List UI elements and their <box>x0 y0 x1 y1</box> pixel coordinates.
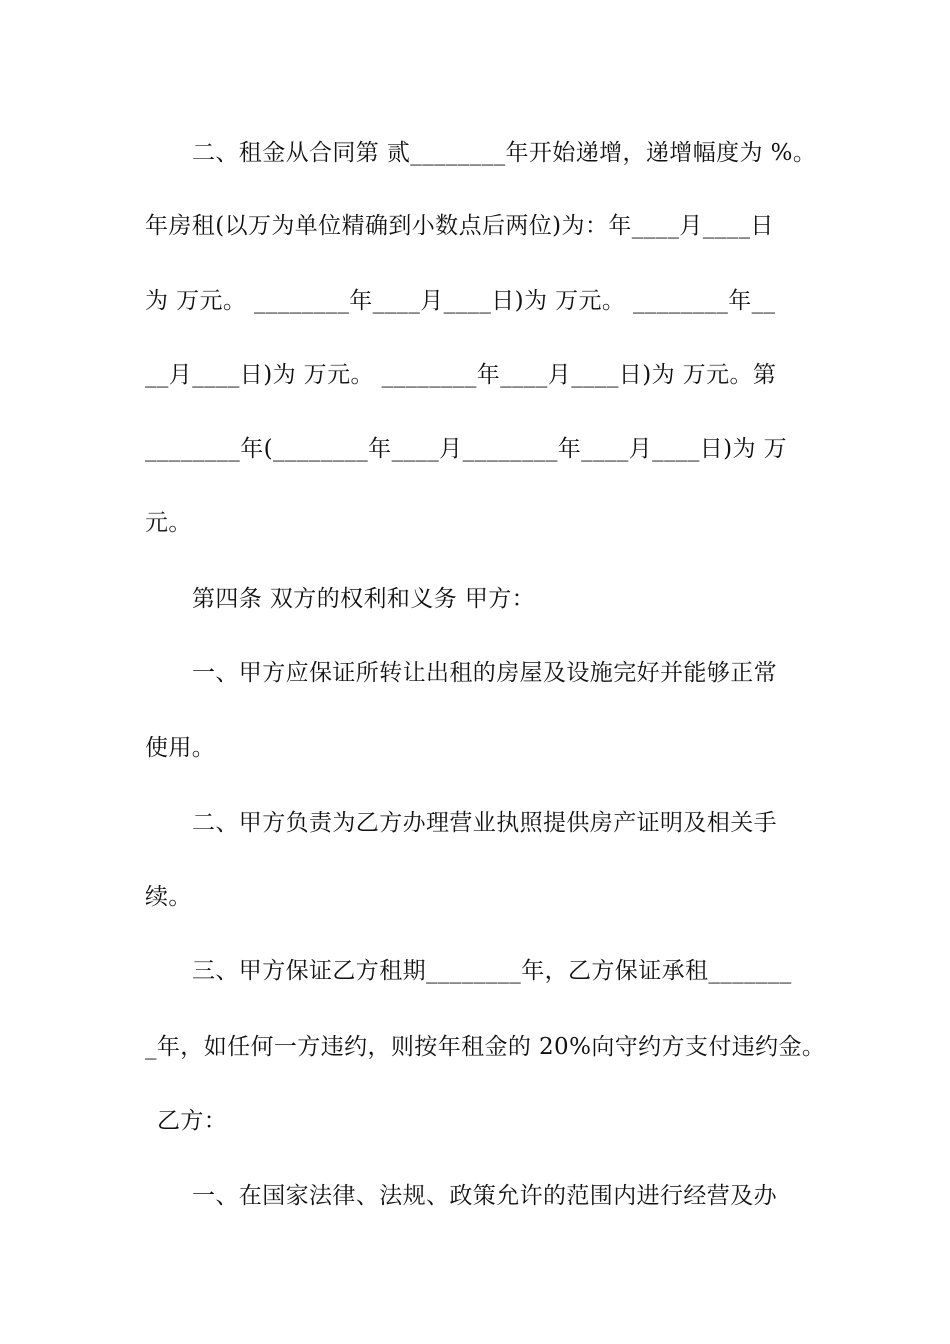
paragraph-rent-line-5: ________年(________年____月________年____月____日)为 万 <box>145 436 788 462</box>
party-a-clause-3-cont: _年，如任何一方违约，则按年租金的 20%向守约方支付违约金。 <box>145 1034 826 1060</box>
paragraph-rent-increase: 二、租金从合同第 贰________年开始递增，递增幅度为 %。 <box>192 140 817 166</box>
party-a-clause-1-cont: 使用。 <box>145 735 216 761</box>
party-b-clause-1: 一、在国家法律、法规、政策允许的范围内进行经营及办 <box>192 1183 777 1209</box>
paragraph-rent-line-4: __月____日)为 万元。 ________年____月____日)为 万元。第 <box>145 362 777 388</box>
article-four-heading: 第四条 双方的权利和义务 甲方： <box>192 586 536 612</box>
paragraph-annual-rent: 年房租(以万为单位精确到小数点后两位)为：年____月____日 <box>145 213 774 239</box>
party-a-clause-2-cont: 续。 <box>145 884 192 910</box>
party-a-clause-2: 二、甲方负责为乙方办理营业执照提供房产证明及相关手 <box>192 810 777 836</box>
party-b-heading: 乙方： <box>157 1108 228 1134</box>
paragraph-rent-line-6: 元。 <box>145 510 192 536</box>
party-a-clause-1: 一、甲方应保证所转让出租的房屋及设施完好并能够正常 <box>192 660 777 686</box>
party-a-clause-3: 三、甲方保证乙方租期________年，乙方保证承租_______ <box>192 958 792 984</box>
paragraph-rent-line-3: 为 万元。 ________年____月____日)为 万元。 ________年__ <box>145 288 776 314</box>
